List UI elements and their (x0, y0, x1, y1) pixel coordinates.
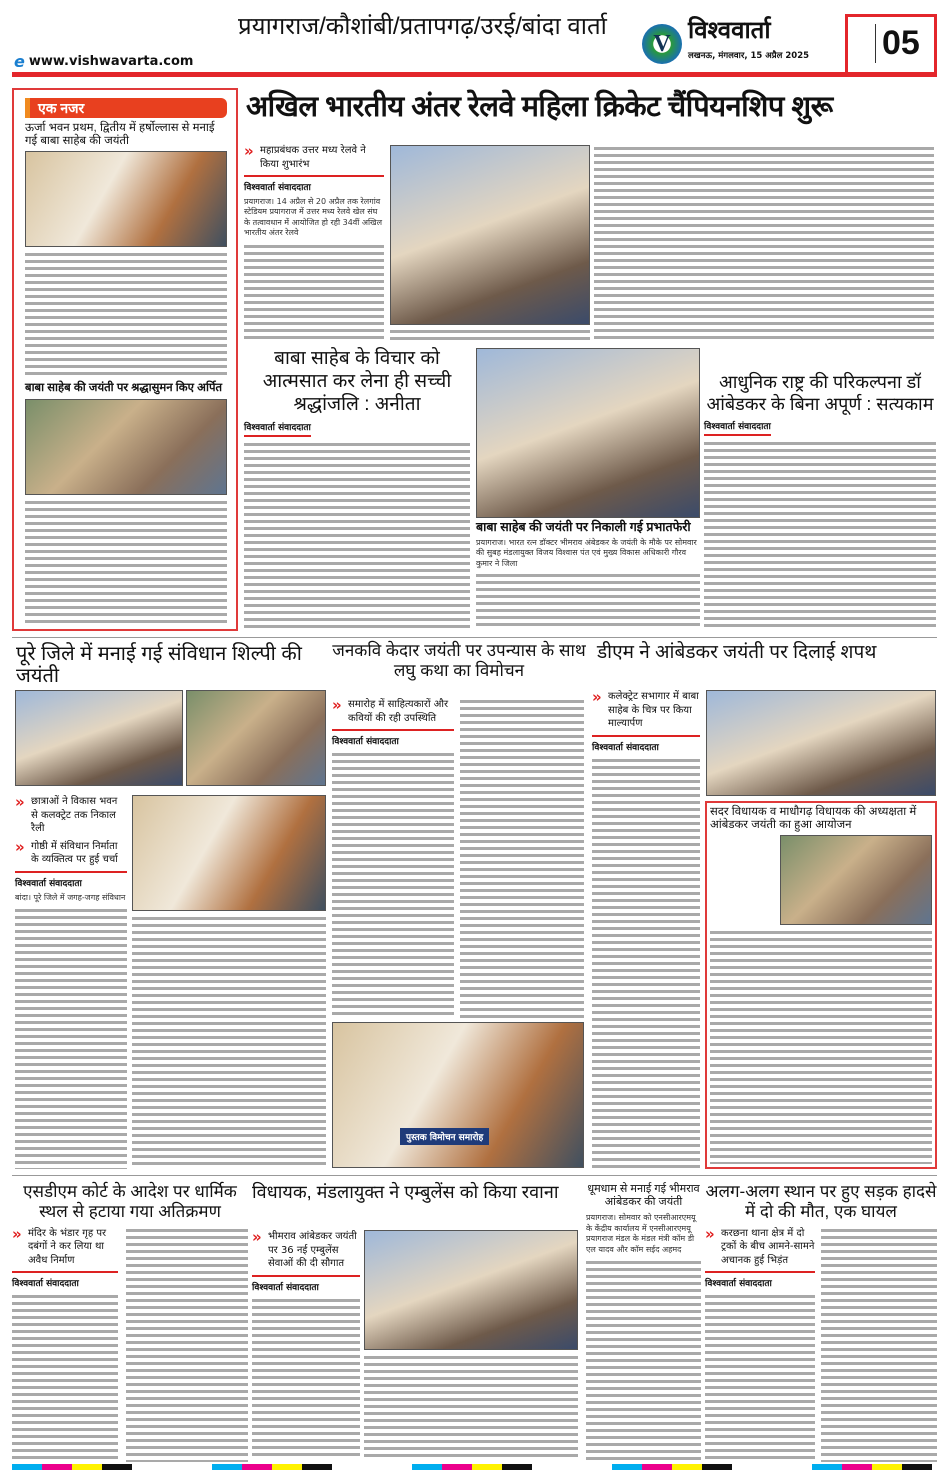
article-body (705, 1293, 815, 1462)
sdm-column (12, 1182, 248, 1462)
bullet: » कलेक्ट्रेट सभागार में बाबा साहेब के चित्र पर किया माल्यार्पण (592, 690, 700, 731)
photo (15, 690, 183, 786)
banda-column (15, 795, 127, 1169)
article-body (132, 915, 326, 1169)
byline: विश्ववार्ता संवाददाता (252, 1275, 360, 1293)
ek-nazar-label: एक नजर (25, 98, 227, 118)
article-body (594, 145, 934, 341)
satyakam-column (704, 372, 936, 630)
dm-headline: डीएम ने आंबेडकर जयंती पर दिलाई शपथ (597, 642, 877, 663)
satyakam-headline: आधुनिक राष्ट्र की परिकल्पना डॉ आंबेडकर के बिना अपूर्ण : सत्यकाम (706, 372, 934, 414)
sdm-left (12, 1227, 118, 1462)
dhoomdham-column (586, 1183, 701, 1460)
byline: विश्ववार्ता संवाददाता (592, 735, 700, 753)
byline: विश्ववार्ता संवाददाता (244, 175, 384, 193)
article-body (25, 251, 227, 378)
byline: विश्ववार्ता संवाददाता (705, 1271, 815, 1289)
photo (706, 690, 936, 796)
photo (332, 1022, 584, 1168)
byline: विश्ववार्ता संवाददाता (704, 419, 771, 436)
bullet: » भीमराव आंबेडकर जयंती पर 36 नई एम्बुलेंस सेवाओं की दी सौगात (252, 1230, 360, 1271)
lead-text: प्रयागराज। 14 अप्रैल से 20 अप्रैल तक रेलगांव स्टेडियम प्रयागराज में उत्तर मध्य रेलवे खेल संघ के तत्वावधान में आयोजित हो रही 34वीं अखिल भारतीय अंतर रेलवे (244, 197, 383, 238)
lead-headline: अखिल भारतीय अंतर रेलवे महिला क्रिकेट चैंपियनशिप शुरू (246, 91, 833, 123)
article-body (25, 499, 227, 626)
article-body (244, 441, 470, 630)
sadar-column (710, 806, 932, 1164)
article-body (592, 757, 700, 1169)
photo (25, 399, 227, 495)
byline: विश्ववार्ता संवाददाता (12, 1271, 118, 1289)
article-body (460, 698, 584, 1018)
anita-headline: बाबा साहेब के विचार को आत्मसात कर लेना ही सच्ची श्रद्धांजलि : अनीता (262, 348, 452, 415)
lead-column (244, 144, 384, 342)
brand-name: विश्ववार्ता (688, 17, 771, 44)
article-body (704, 440, 936, 630)
article-body (126, 1227, 248, 1462)
article-body (586, 1259, 701, 1460)
photo (364, 1230, 578, 1350)
banda-headline: पूरे जिले में मनाई गई संविधान शिल्पी की जयंती (16, 643, 302, 687)
kedar-column (332, 698, 454, 1018)
lead-text: प्रयागराज। सोमवार को एनसीआरएमयू के केंद्रीय कार्यालय में एनसीआरएमयू प्रयागराज मंडल के मंडल मंत्री कॉम डी एल यादव और कॉम सईद अहमद (586, 1213, 696, 1254)
article-body (821, 1227, 937, 1462)
lead-text: प्रयागराज। भारत रत्न डॉक्टर भीमराव अंबेडकर के जयंती के मौके पर सोमवार की सुबह मंडलायुक्त विजय विश्वास पंत एवं मुख्य विकास अधिकारी गौरव कुमार ने जिला (476, 537, 697, 568)
sadar-headline: सदर विधायक व माधौगढ़ विधायक की अध्यक्षता में आंबेडकर जयंती का हुआ आयोजन (710, 806, 917, 831)
article-body (332, 751, 454, 1018)
byline: विश्ववार्ता संवाददाता (15, 871, 127, 889)
anita-column (244, 348, 470, 630)
registration-bar (12, 1464, 937, 1470)
article-body (710, 929, 932, 1164)
website[interactable]: e www.vishwavarta.com (14, 52, 194, 71)
sdm-body (12, 1227, 248, 1462)
divider (12, 1175, 937, 1176)
bullet: » समारोह में साहित्यकारों और कवियों की रही उपस्थिति (332, 698, 454, 725)
photo-caption-banner: पुस्तक विमोचन समारोह (400, 1128, 489, 1145)
photo (186, 690, 326, 786)
ek-nazar-headline-2: बाबा साहेब की जयंती पर श्रद्धासुमन किए अर्पित (25, 382, 223, 395)
prabhatpheri-column (476, 348, 700, 630)
article-body (476, 572, 700, 630)
prabhatpheri-headline: बाबा साहेब की जयंती पर निकाली गई प्रभातफेरी (476, 520, 691, 534)
lead-text: बांदा। पूरे जिले में जगह-जगह संविधान (15, 892, 126, 902)
page-number: 05 (875, 24, 920, 63)
ambulance-headline: विधायक, मंडलायुक्त ने एम्बुलेंस को किया रवाना (252, 1182, 559, 1202)
bullet: » छात्राओं ने विकास भवन से कलक्ट्रेट तक निकाल रैली (15, 795, 127, 836)
accident-column (705, 1182, 937, 1462)
bullet: » मंदिर के भंडार गृह पर दबंगों ने कर लिया था अवैध निर्माण (12, 1227, 118, 1268)
bullet: » गोष्ठी में संविधान निर्माता के व्यक्तित्व पर हुई चर्चा (15, 840, 127, 867)
article-body (244, 243, 384, 342)
masthead-rule (12, 72, 937, 77)
dhoomdham-headline: धूमधाम से मनाई गई भीमराव आंबेडकर की जयंती (587, 1183, 700, 1209)
article-body (12, 1293, 118, 1462)
photo (132, 795, 326, 911)
lead-subhead: » महाप्रबंधक उत्तर मध्य रेलवे ने किया शुभारंभ (244, 144, 384, 171)
dateline: लखनऊ, मंगलवार, 15 अप्रैल 2025 (688, 51, 810, 61)
dm-column (592, 690, 700, 1168)
brand-logo: V (642, 24, 682, 64)
browser-icon: e (14, 52, 25, 71)
bullet: » करछना थाना क्षेत्र में दो ट्रकों के बीच आमने-सामने अचानक हुई भिड़ंत (705, 1227, 815, 1268)
byline: विश्ववार्ता संवाददाता (332, 729, 454, 747)
photo (780, 835, 932, 925)
lead-photo (390, 145, 590, 325)
byline: विश्ववार्ता संवाददाता (244, 420, 311, 437)
accident-body (705, 1227, 937, 1462)
photo (25, 151, 227, 247)
sdm-headline: एसडीएम कोर्ट के आदेश पर धार्मिक स्थल से हटाया गया अतिक्रमण (23, 1182, 237, 1222)
article-body (390, 328, 590, 342)
section-title: प्रयागराज/कौशांबी/प्रतापगढ़/उरई/बांदा वार्ता (238, 13, 607, 40)
photo (476, 348, 700, 518)
ambulance-column (252, 1230, 360, 1460)
divider (12, 637, 937, 638)
article-body (364, 1354, 578, 1460)
article-body (252, 1297, 360, 1461)
ek-nazar-headline-1: ऊर्जा भवन प्रथम, द्वितीय में हर्षोल्लास से मनाई गई बाबा साहेब की जयंती (25, 122, 215, 147)
kedar-headline: जनकवि केदार जयंती पर उपन्यास के साथ लघु कथा का विमोचन (332, 641, 586, 681)
ek-nazar-column (25, 98, 227, 626)
accident-left (705, 1227, 815, 1462)
article-body (15, 907, 127, 1169)
accident-headline: अलग-अलग स्थान पर हुए सड़क हादसे में दो की मौत, एक घायल (705, 1182, 937, 1222)
